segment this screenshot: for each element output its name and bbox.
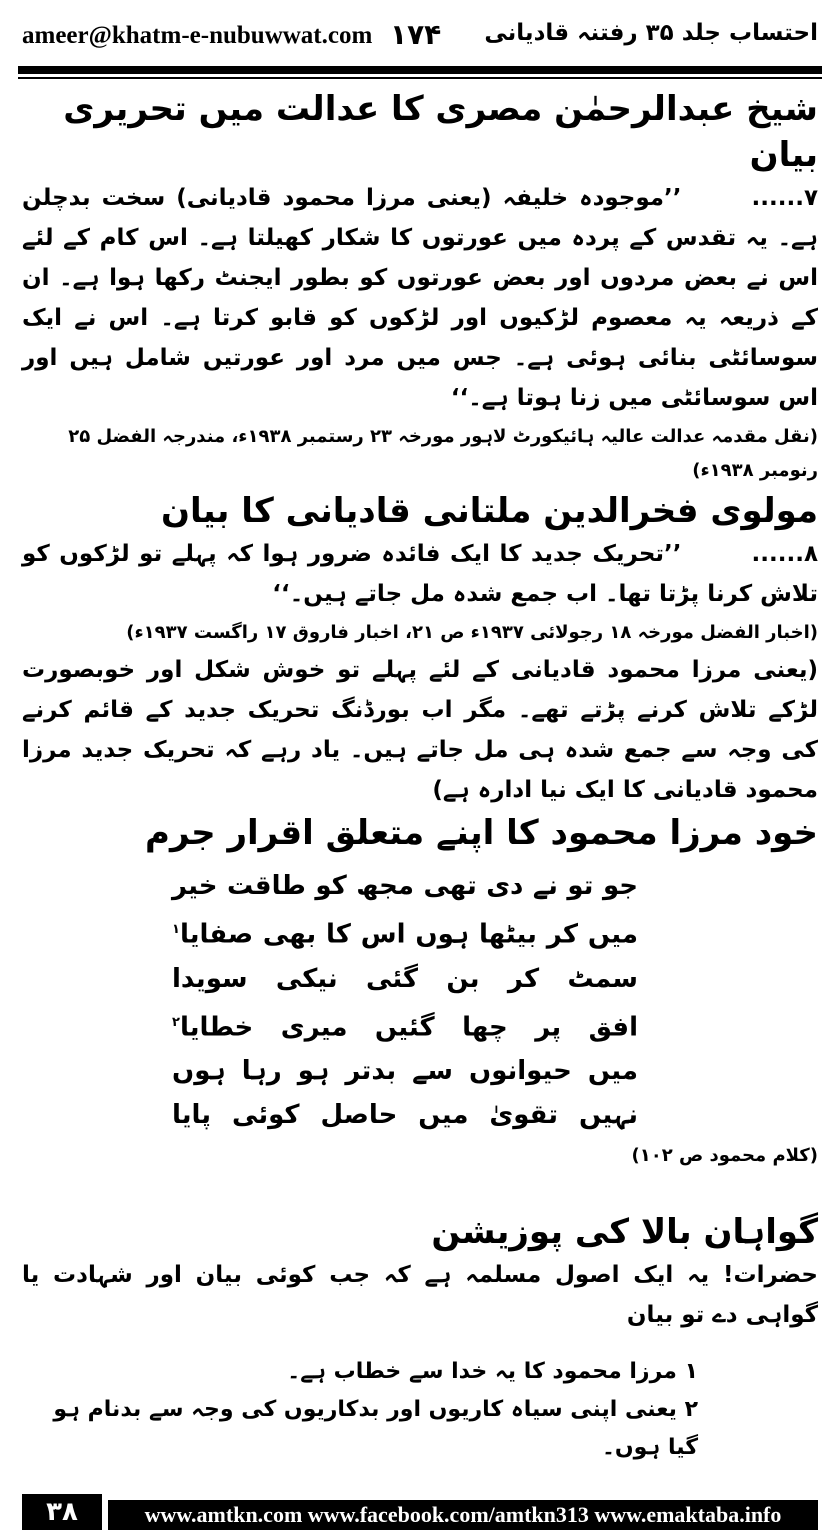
- section-heading-3: خود مرزا محمود کا اپنے متعلق اقرار جرم: [145, 813, 818, 853]
- item-number-8: ۸......: [751, 541, 818, 567]
- header-email[interactable]: ameer@khatm-e-nubuwwat.com: [22, 22, 373, 49]
- section-heading-1: شیخ عبدالرحمٰن مصری کا عدالت میں تحریری بیان: [63, 89, 818, 175]
- footnote-2: ۲ یعنی اپنی سیاہ کاریوں اور بدکاریوں کی وجہ سے بدنام ہو گیا ہوں۔: [53, 1397, 698, 1461]
- poem-line: میں کر بیٹھا ہوں اس کا بھی صفایا$^۱$: [172, 919, 638, 950]
- section-1-reference: (نقل مقدمہ عدالت عالیہ ہائیکورٹ لاہور مورخہ ۲۳ رستمبر ۱۹۳۸ء، مندرجہ الفضل ۲۵ رنومبر ۱۹۳۸ء): [68, 426, 818, 481]
- section-3-reference: (کلام محمود ص ۱۰۲): [631, 1145, 818, 1167]
- spacer: [22, 1173, 818, 1209]
- page-body: [22, 86, 818, 1467]
- section-2-reference: (اخبار الفضل مورخہ ۱۸ رجولائی ۱۹۳۷ء ص ۲۱، اخبار فاروق ۱۷ راگست ۱۹۳۷ء): [126, 622, 818, 643]
- footnote-marker: ۱: [172, 922, 180, 937]
- page-header: [22, 18, 818, 68]
- poem-line: میں حیوانوں سے بدتر ہو رہا ہوں: [172, 1056, 638, 1087]
- poem-line: جو تو نے دی تھی مجھ کو طاقت خیر: [172, 871, 638, 901]
- footer-links[interactable]: www.amtkn.com www.facebook.com/amtkn313 www.emaktaba.info: [144, 1502, 782, 1527]
- section-2-quote: ’’تحریک جدید کا ایک فائدہ ضرور ہوا کہ پہلے تو لڑکوں کو تلاش کرنا پڑتا تھا۔ اب جمع شدہ مل جاتے ہیں۔‘‘: [22, 541, 818, 607]
- section-4-paragraph: حضرات! یہ ایک اصول مسلمہ ہے کہ جب کوئی بیان اور شہادت یا گواہی دے تو بیان: [22, 1262, 818, 1329]
- section-1-paragraph: [22, 178, 818, 418]
- footer-page-number: ۳۸: [22, 1494, 102, 1530]
- poem: [172, 864, 638, 1137]
- footnote-1: ۱ مرزا محمود کا یہ خدا سے خطاب ہے۔: [287, 1359, 698, 1385]
- section-2-paragraph: [22, 534, 818, 614]
- page-footer: [22, 1494, 818, 1532]
- header-book-title: احتساب جلد ۳۵ رفتنہ قادیانی: [484, 20, 818, 46]
- header-rule: [18, 66, 822, 74]
- poem-line: افق پر چھا گئیں میری خطایا$^۲$: [172, 1012, 638, 1043]
- section-heading-4: گواہان بالا کی پوزیشن: [431, 1212, 818, 1253]
- poem-line: نہیں تقویٰ میں حاصل کوئی پایا: [172, 1100, 638, 1131]
- footnote-marker: ۲: [172, 1014, 180, 1030]
- header-page-number: ۱۷۴: [390, 18, 442, 51]
- header-rule-thin: [18, 77, 822, 79]
- poem-line: سمٹ کر بن گئی نیکی سویدا: [172, 963, 638, 994]
- item-number-7: ۷......: [751, 185, 818, 211]
- spacer: [22, 1335, 818, 1353]
- section-heading-2: مولوی فخرالدین ملتانی قادیانی کا بیان: [160, 491, 818, 531]
- section-1-quote: ’’موجودہ خلیفہ (یعنی مرزا محمود قادیانی) سخت بدچلن ہے۔ یہ تقدس کے پردہ میں عورتوں کا شکار کھیلتا ہے۔ اس کام کے لئے اس نے بعض مردوں اور بعض عورتوں کو بطور ایجنٹ رکھا ہوا ہے۔ ان کے ذریعہ یہ معصوم لڑکیوں اور لڑکوں کو قابو کرتا ہے۔ اس نے ایک سوسائٹی بنائی ہوئی ہے۔ جس میں مرد اور عورتیں شامل ہیں اور اس سوسائٹی میں زنا ہوتا ہے۔‘‘: [22, 185, 818, 411]
- section-2-note: (یعنی مرزا محمود قادیانی کے لئے پہلے تو خوش شکل اور خوبصورت لڑکے تلاش کرنے پڑتے تھے۔ مگر اب بورڈنگ تحریک جدید کے قائم کرنے کی وجہ سے جمع شدہ ہی مل جاتے ہیں۔ یاد رہے کہ تحریک جدید مرزا محمود قادیانی کا ایک نیا ادارہ ہے): [22, 657, 818, 803]
